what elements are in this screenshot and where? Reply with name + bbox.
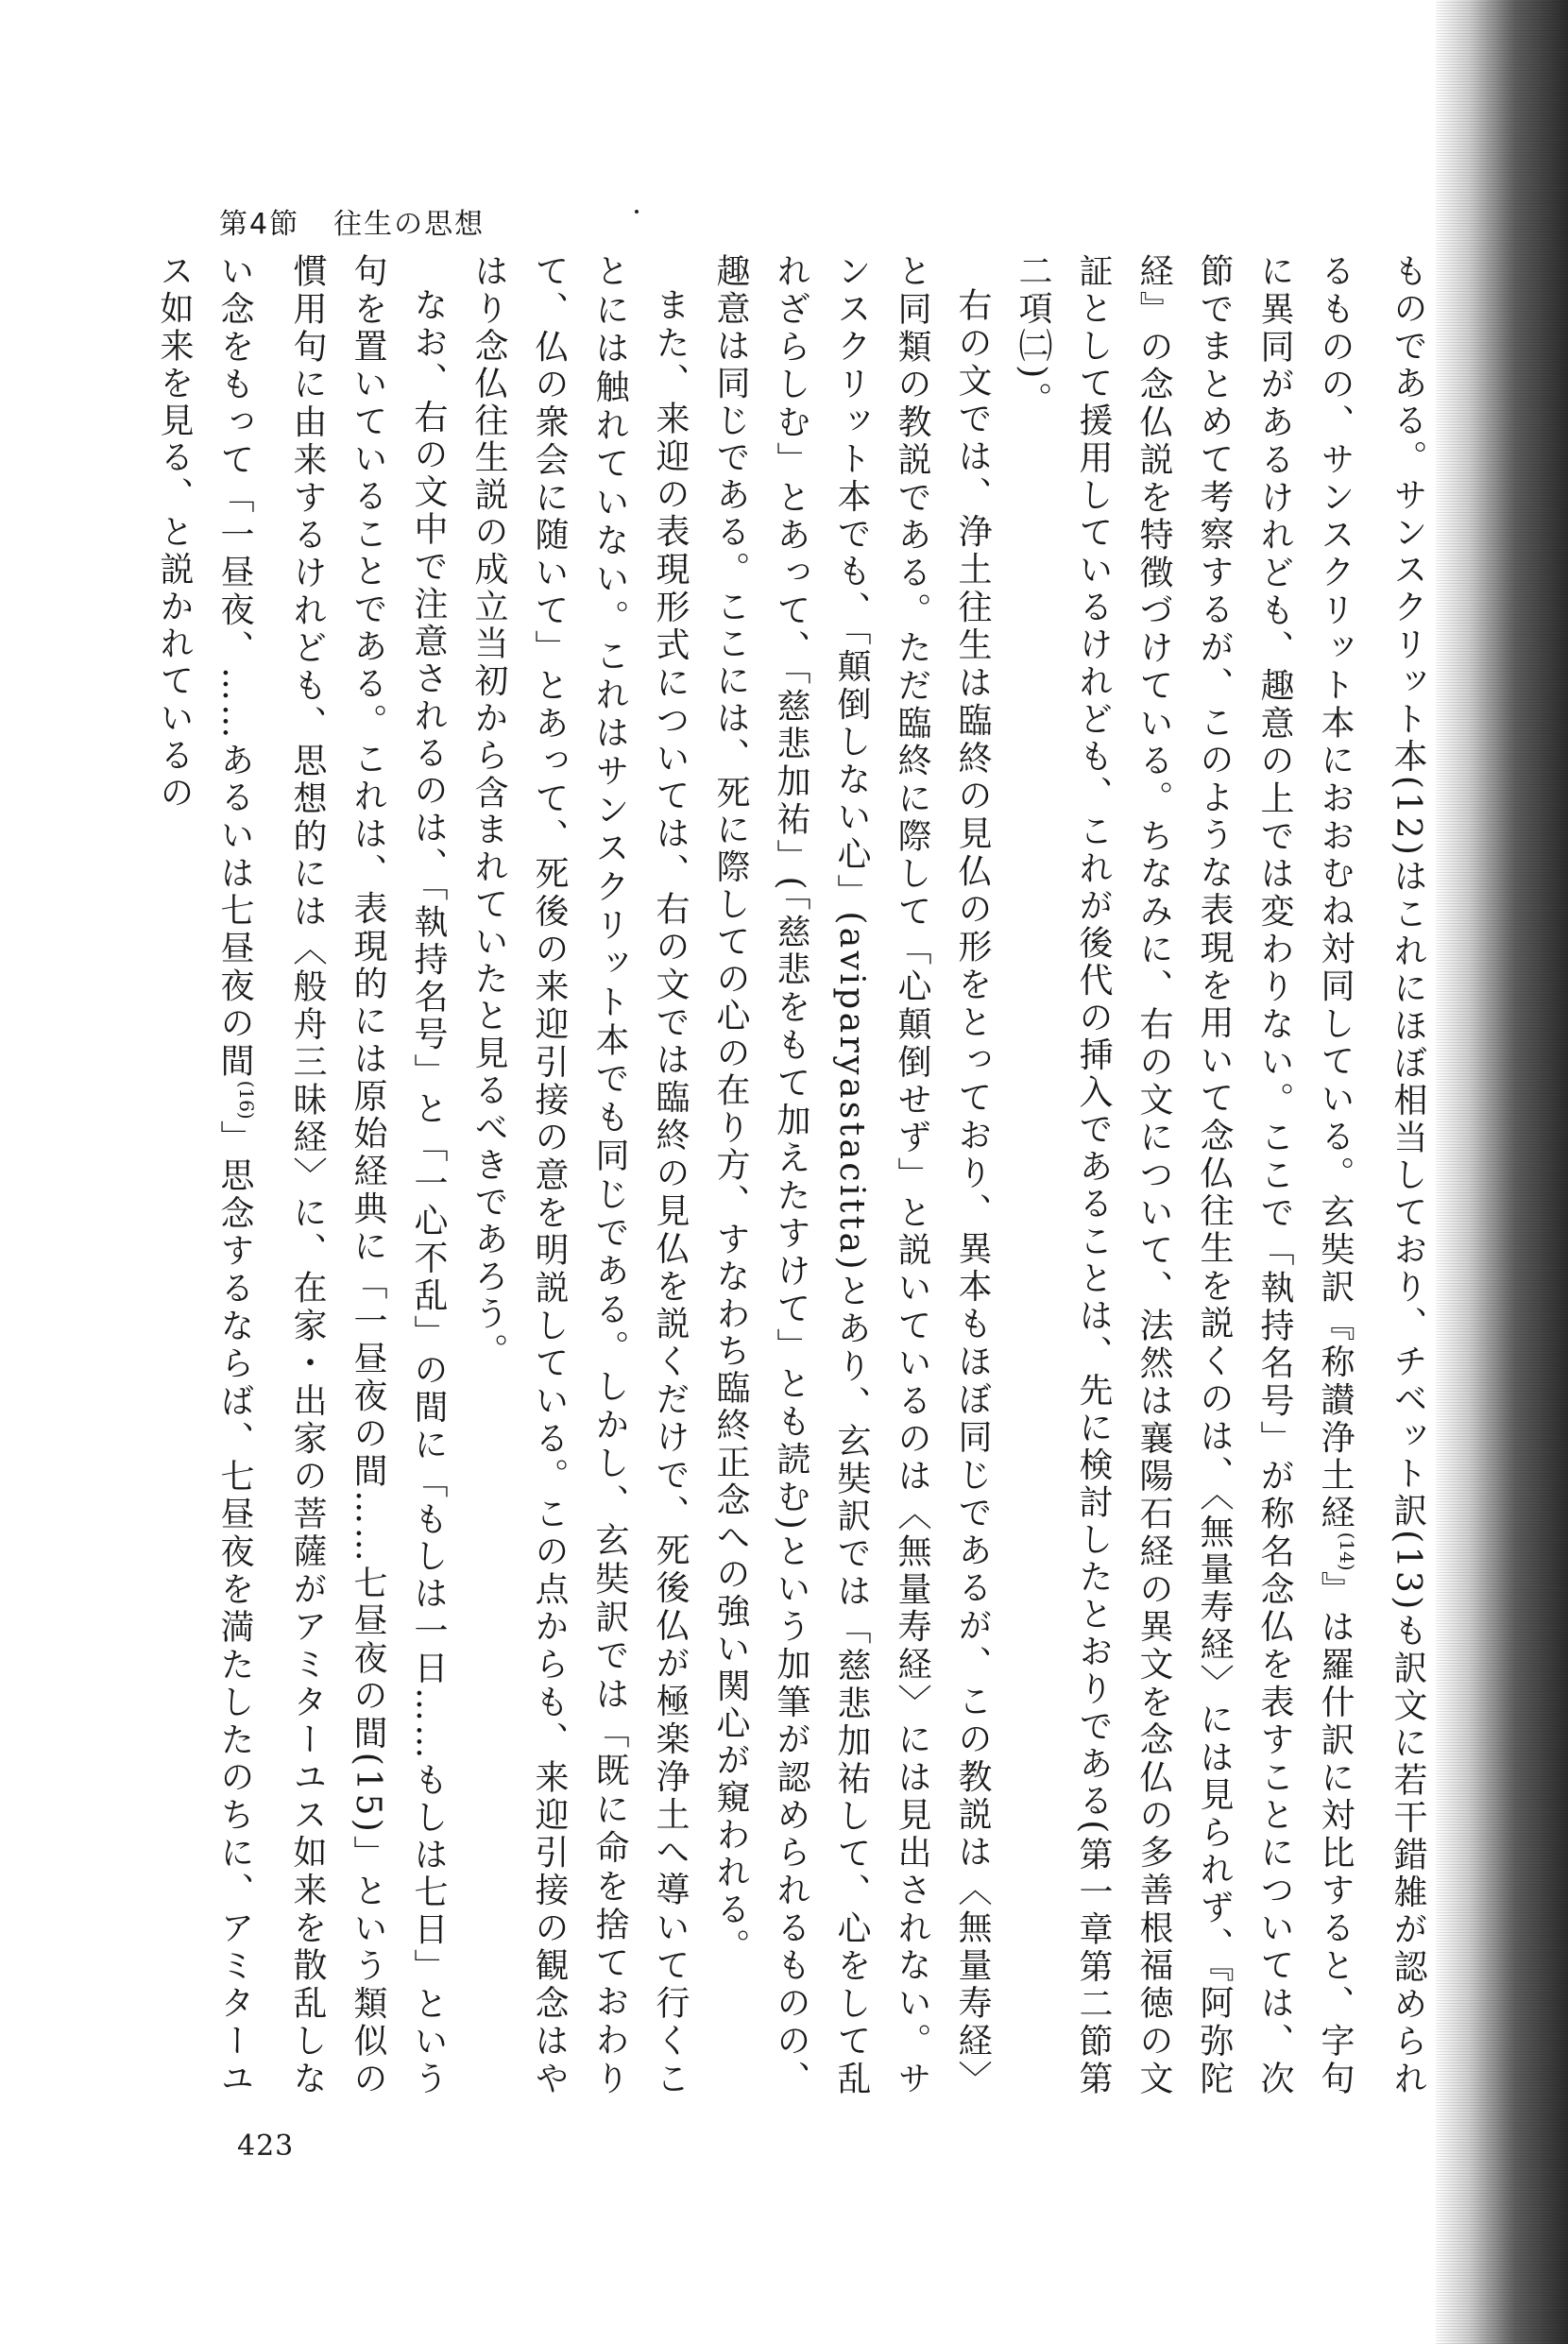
scan-speck	[635, 210, 639, 214]
paragraph-4: なお、右の文中で注意されるのは、「執持名号」と「一心不乱」の間に「もしは一日……もしは七日」という句を置いていることである。これは、表現的には原始経典に「一昼夜の間……七昼夜の間(15)」という類似の慣用句に由来するけれども、思想的には〈般舟三昧経〉に、在家・出家の菩薩がアミターユス如来を散乱しない念をもって「一昼夜、……あるいは七昼夜の間$^{(16)}$」思念するならば、七昼夜を満たしたのちに、アミターユス如来を見る、と説かれているの	[155, 253, 448, 2097]
footnote-ref: (14)	[1336, 1531, 1358, 1571]
body-text	[155, 253, 1438, 2097]
paragraph-3: また、来迎の表現形式については、右の文では臨終の見仏を説くだけで、死後仏が極楽浄土へ導いて行くことには触れていない。これはサンスクリット本でも同じである。しかし、玄奘訳では「既に命を捨ておわりて、仏の衆会に随いて」とあって、死後の来迎引接の意を明説している。この点からも、来迎引接の観念はやはり念仏往生説の成立当初から含まれていたと見るべきであろう。	[469, 253, 690, 2097]
paragraph-2: 右の文では、浄土往生は臨終の見仏の形をとっており、異本もほぼ同じであるが、この教説は〈無量寿経〉と同類の教説である。ただ臨終に際して「心顛倒せず」と説いているのは〈無量寿経〉には見出されない。サンスクリット本でも、「顛倒しない心」(aviparyastacitta)とあり、玄奘訳では「慈悲加祐して、心をして乱れざらしむ」とあって、「慈悲加祐」(「慈悲をもて加えたすけて」とも読む)という加筆が認められるものの、趣意は同じである。ここには、死に際しての心の在り方、すなわち臨終正念への強い関心が窺われる。	[711, 253, 992, 2097]
section-title: 往生の思想	[333, 208, 486, 241]
running-header	[219, 200, 485, 242]
section-number: 第4節	[219, 208, 300, 241]
page-number: 423	[237, 2130, 295, 2163]
binding-shadow	[1436, 0, 1568, 2344]
paragraph-1: ものである。サンスクリット本(12)はこれにほぼ相当しており、チベット訳(13)も訳文に若干錯雑が認められるものの、サンスクリット本におおむね対同している。玄奘訳『称讃浄土経$^{(14)}$』は羅什訳に対比すると、字句に異同があるけれども、趣意の上では変わりない。ここで「執持名号」が称名念仏を表すことについては、次節でまとめて考察するが、このような表現を用いて念仏往生を説くのは、〈無量寿経〉には見られず、『阿弥陀経』の念仏説を特徴づけている。ちなみに、右の文について、法然は襄陽石経の異文を念仏の多善根福徳の文証として援用しているけれども、これが後代の挿入であることは、先に検討したとおりである(第一章第二節第二項㈡)。	[1014, 253, 1427, 2097]
footnote-ref: (16)	[235, 1080, 258, 1120]
